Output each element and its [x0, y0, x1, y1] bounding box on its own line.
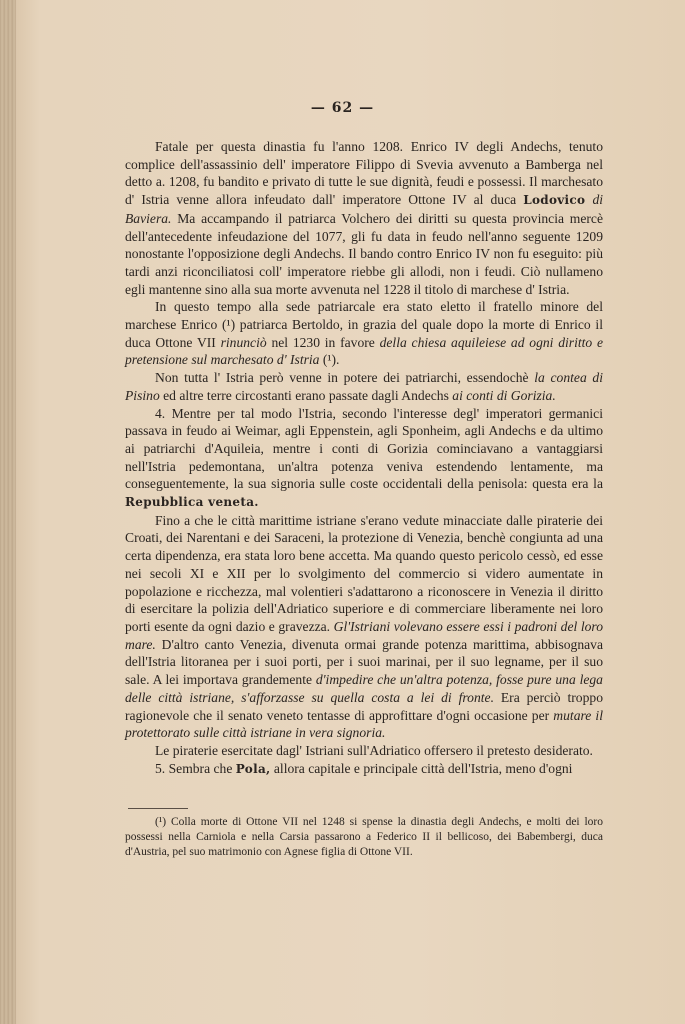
italic-run: ai conti di Gorizia. — [452, 387, 556, 403]
footnote — [125, 815, 603, 860]
emphasis-run: Pola, — [235, 761, 271, 776]
paragraph — [125, 760, 603, 779]
emphasis-run: Repubblica veneta. — [125, 495, 259, 510]
italic-run: Gl'Istriani volevano essere essi i padroni del loro mare. — [125, 618, 603, 652]
paragraph — [125, 405, 603, 512]
text-run: ed altre terre circostanti erano passate dagli Andechs — [159, 387, 453, 403]
text-run: Era perciò troppo ragionevole che il senato veneto tentasse di approfittare d'ogni occasione per — [125, 689, 603, 723]
italic-run: rinunciò — [220, 334, 267, 350]
text-run: nel 1230 in favore — [266, 334, 380, 350]
italic-run: la contea di Pisino — [125, 370, 603, 403]
italic-run: d'impedire che un'altra potenza, fosse pure una lega delle città istriane, s'afforzasse su quella costa a lei di fronte. — [125, 672, 603, 705]
paragraph — [125, 369, 603, 404]
paragraph — [125, 138, 603, 298]
text-run: 4. Mentre per tal modo l'Istria, secondo l'interesse degl' imperatori germanici passava in feudo ai Weimar, agli Eppenstein, agli Sponheim, agli Andechs e da ultimo ai patriarchi d'Aquileia, mentre i conti di Gorizia cominciavano a vantaggiarsi nell'Istria pedemontana, un'altra potenza veniva estendendo lentamente, ma conseguentemente, la sua signoria sulle coste occidentali della penisola: questa era la — [125, 405, 603, 492]
text-run: Non tutta l' Istria però venne in potere dei patriarchi, essendochè — [155, 370, 535, 386]
text-run: Fatale per questa dinastia fu l'anno 1208. Enrico IV degli Andechs, tenuto complice dell'assassinio dell' imperatore Filippo di Svevia avvenuto a Bamberga nel detto a. 1208, fu bandito e privato di tutte le sue dignità, feudi e possessi. Il marchesato d' Istria venne allora infeudato dall' imperatore Ottone IV al duca — [125, 139, 603, 208]
paragraph — [125, 512, 603, 742]
body-text — [125, 138, 603, 778]
page-number: — 62 — — [310, 100, 375, 116]
text-run: 5. Sembra che — [155, 760, 236, 776]
paragraph — [125, 298, 603, 369]
emphasis-run: Lodovico — [523, 193, 586, 208]
text-run: In questo tempo alla sede patriarcale era stato eletto il fratello minore del marchese Enrico (¹) patriarca Bertoldo, in grazia del quale dopo la morte di Enrico il duca Ottone VII — [125, 299, 603, 350]
italic-run: di Baviera. — [125, 192, 604, 226]
page-edge-shadow — [0, 0, 16, 1024]
paragraph — [125, 742, 603, 760]
footnote-rule — [128, 808, 188, 809]
text-run: D'altro canto Venezia, divenuta ormai grande potenza marittima, abbisognava dell'Istria litoranea per i suoi porti, per i suoi marinai, per il suo legname, per il suo sale. A lei importava grandemente — [125, 636, 603, 688]
text-run: Le piraterie esercitate dagl' Istriani sull'Adriatico offersero il pretesto desiderato. — [155, 742, 593, 758]
italic-run: mutare il protettorato sulle città istriane in vera signoria. — [125, 707, 603, 741]
text-run: (¹). — [319, 352, 340, 368]
text-run: Fino a che le città marittime istriane s'erano vedute minacciate dalle piraterie dei Croati, dei Narentani e dei Saraceni, la protezione di Venezia, benchè congiunta ad una certa dipendenza, era stata loro bene accetta. Ma quando questo pericolo cessò, ed esse nei secoli XI e XII per lo svolgimento del commercio si videro aumentate in popolazione e ricchezza, mal volentieri s'adattarono a riconoscere in Venezia il diritto di esercitare la polizia dell'Adriatico superiore e di commerciare liberamente nei loro porti esente da ogni dazio e gravezza. — [125, 512, 603, 634]
footnote-text: (¹) Colla morte di Ottone VII nel 1248 si spense la dinastia degli Andechs, e molti dei loro possessi nella Carniola e nella Carsia passarono a Federico II il bellicoso, dei Babembergi, duca d'Austria, pel suo matrimonio con Agnese figlia di Ottone VII. — [125, 816, 603, 858]
italic-run: della chiesa aquileiese ad ogni diritto e pretensione sul marchesato d' Istria — [125, 334, 604, 368]
text-run: Ma accampando il patriarca Volchero dei diritti su questa provincia mercè dell'antecedente infeudazione del 1077, gli fu data in feudo nell'anno seguente 1209 nonostante l'opposizione degli Andechs. Il bando contro Enrico IV non fu eseguito: più tardi anzi riconciliatosi coll' imperatore riebbe gli allodi, non i feudi. Ciò nullameno egli mantenne sino alla sua morte avvenuta nel 1228 il titolo di marchese d' Istria. — [125, 210, 603, 297]
text-run: allora capitale e principale città dell'Istria, meno d'ogni — [270, 760, 573, 776]
